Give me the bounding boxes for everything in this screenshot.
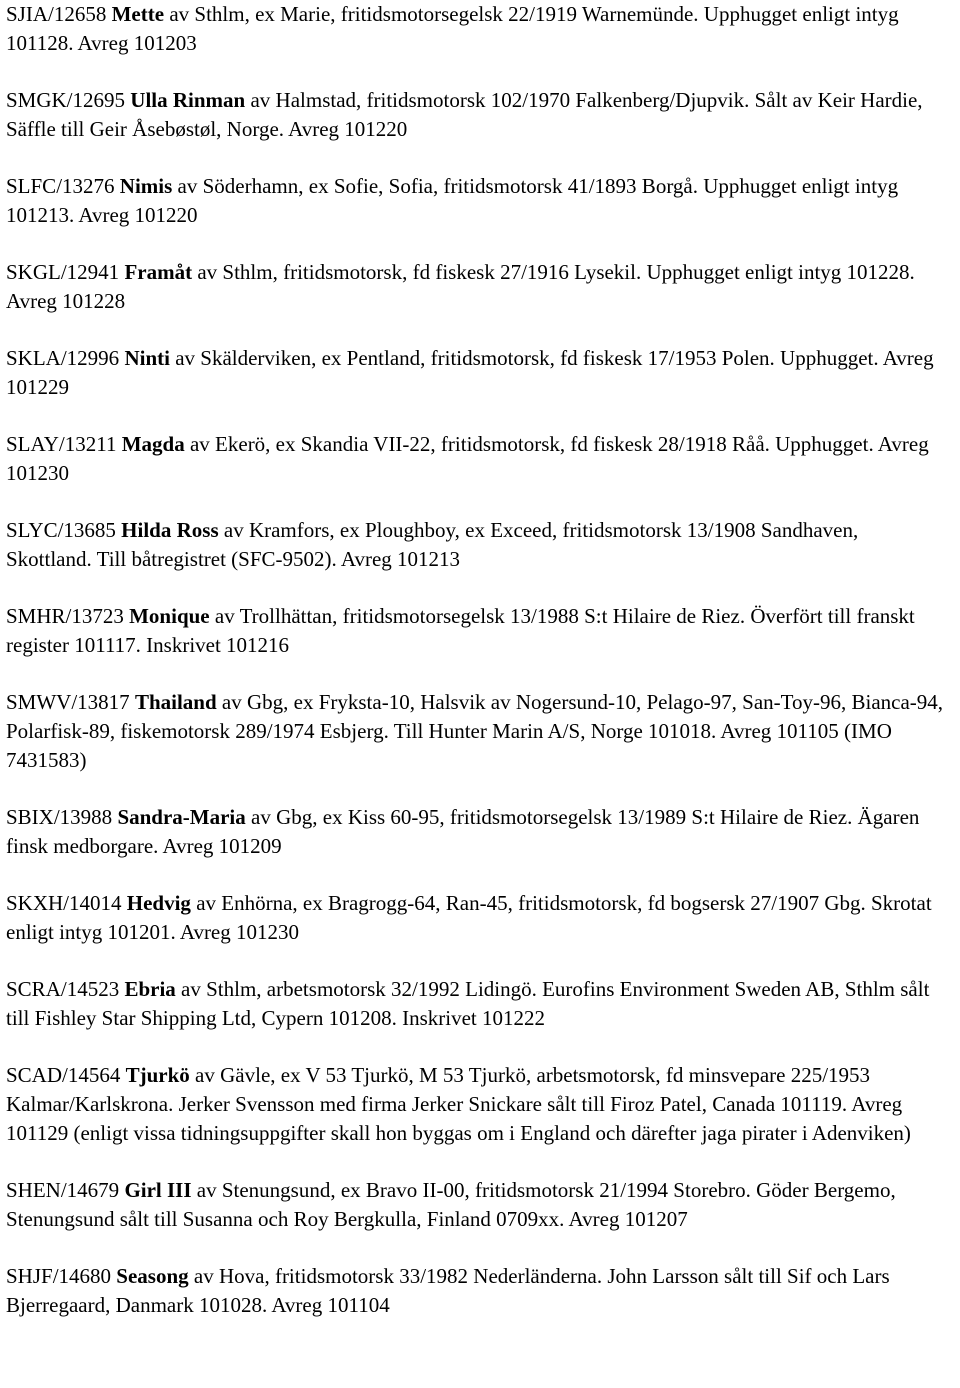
vessel-name: Ulla Rinman bbox=[130, 88, 246, 112]
vessel-name: Magda bbox=[121, 432, 185, 456]
entry-text: av Enhörna, ex Bragrogg-64, Ran-45, fritidsmotorsk, fd bogsersk 27/1907 Gbg. Skrotat enligt intyg 101201. Avreg 101230 bbox=[6, 891, 932, 944]
entry-id: SMGK/12695 bbox=[6, 88, 126, 112]
vessel-name: Thailand bbox=[134, 690, 217, 714]
entry-slyc-13685 bbox=[6, 516, 946, 574]
entry-smhr-13723 bbox=[6, 602, 946, 660]
vessel-name: Hilda Ross bbox=[121, 518, 219, 542]
document-page bbox=[6, 0, 946, 1320]
entry-smwv-13817 bbox=[6, 688, 946, 775]
entry-slay-13211 bbox=[6, 430, 946, 488]
vessel-name: Girl III bbox=[124, 1178, 192, 1202]
entry-id: SCRA/14523 bbox=[6, 977, 120, 1001]
entry-text: av Gävle, ex V 53 Tjurkö, M 53 Tjurkö, arbetsmotorsk, fd minsvepare 225/1953 Kalmar/Karlskrona. Jerker Svensson med firma Jerker Snickare sålt till Firoz Patel, Canada 101119. Avreg 101129 (enligt vissa tidningsuppgifter skall hon byggas om i England och därefter jaga pirater i Adenviken) bbox=[6, 1063, 911, 1145]
vessel-name: Seasong bbox=[116, 1264, 189, 1288]
entry-id: SBIX/13988 bbox=[6, 805, 113, 829]
entry-sbix-13988 bbox=[6, 803, 946, 861]
vessel-name: Ninti bbox=[124, 346, 170, 370]
entry-id: SHEN/14679 bbox=[6, 1178, 120, 1202]
vessel-name: Hedvig bbox=[126, 891, 191, 915]
entry-text: av Ekerö, ex Skandia VII-22, fritidsmotorsk, fd fiskesk 28/1918 Råå. Upphugget. Avreg 101230 bbox=[6, 432, 929, 485]
vessel-name: Monique bbox=[129, 604, 210, 628]
entry-shjf-14680 bbox=[6, 1262, 946, 1320]
entry-text: av Sthlm, fritidsmotorsk, fd fiskesk 27/1916 Lysekil. Upphugget enligt intyg 101228. Avreg 101228 bbox=[6, 260, 915, 313]
entry-text: av Sthlm, arbetsmotorsk 32/1992 Lidingö. Eurofins Environment Sweden AB, Sthlm sålt till Fishley Star Shipping Ltd, Cypern 101208. Inskrivet 101222 bbox=[6, 977, 930, 1030]
vessel-name: Sandra-Maria bbox=[117, 805, 246, 829]
entry-id: SCAD/14564 bbox=[6, 1063, 121, 1087]
entry-id: SLFC/13276 bbox=[6, 174, 115, 198]
entry-text: av Halmstad, fritidsmotorsk 102/1970 Falkenberg/Djupvik. Sålt av Keir Hardie, Säffle till Geir Åsebøstøl, Norge. Avreg 101220 bbox=[6, 88, 923, 141]
vessel-name: Framåt bbox=[124, 260, 193, 284]
entry-id: SLYC/13685 bbox=[6, 518, 116, 542]
entry-text: av Skälderviken, ex Pentland, fritidsmotorsk, fd fiskesk 17/1953 Polen. Upphugget. Avreg 101229 bbox=[6, 346, 934, 399]
entry-id: SJIA/12658 bbox=[6, 2, 107, 26]
entry-shen-14679 bbox=[6, 1176, 946, 1234]
entry-text: av Stenungsund, ex Bravo II-00, fritidsmotorsk 21/1994 Storebro. Göder Bergemo, Stenungsund sålt till Susanna och Roy Bergkulla, Finland 0709xx. Avreg 101207 bbox=[6, 1178, 896, 1231]
entry-text: av Trollhättan, fritidsmotorsegelsk 13/1988 S:t Hilaire de Riez. Överfört till franskt register 101117. Inskrivet 101216 bbox=[6, 604, 915, 657]
entry-id: SKGL/12941 bbox=[6, 260, 120, 284]
entry-text: av Sthlm, ex Marie, fritidsmotorsegelsk 22/1919 Warnemünde. Upphugget enligt intyg 101128. Avreg 101203 bbox=[6, 2, 899, 55]
entry-text: av Söderhamn, ex Sofie, Sofia, fritidsmotorsk 41/1893 Borgå. Upphugget enligt intyg 101213. Avreg 101220 bbox=[6, 174, 899, 227]
entry-scad-14564 bbox=[6, 1061, 946, 1148]
entry-id: SMHR/13723 bbox=[6, 604, 124, 628]
vessel-name: Nimis bbox=[119, 174, 173, 198]
entry-text: av Gbg, ex Kiss 60-95, fritidsmotorsegelsk 13/1989 S:t Hilaire de Riez. Ägaren finsk medborgare. Avreg 101209 bbox=[6, 805, 920, 858]
entry-scra-14523 bbox=[6, 975, 946, 1033]
entry-skla-12996 bbox=[6, 344, 946, 402]
vessel-name: Ebria bbox=[124, 977, 176, 1001]
vessel-name: Mette bbox=[111, 2, 165, 26]
entry-skxh-14014 bbox=[6, 889, 946, 947]
entry-skgl-12941 bbox=[6, 258, 946, 316]
entry-smgk-12695 bbox=[6, 86, 946, 144]
entry-text: av Kramfors, ex Ploughboy, ex Exceed, fritidsmotorsk 13/1908 Sandhaven, Skottland. Till båtregistret (SFC-9502). Avreg 101213 bbox=[6, 518, 859, 571]
entry-text: av Gbg, ex Fryksta-10, Halsvik av Nogersund-10, Pelago-97, San-Toy-96, Bianca-94, Polarfisk-89, fiskemotorsk 289/1974 Esbjerg. Till Hunter Marin A/S, Norge 101018. Avreg 101105 (IMO 7431583) bbox=[6, 690, 944, 772]
entry-id: SMWV/13817 bbox=[6, 690, 130, 714]
entry-sjia-12658 bbox=[6, 0, 946, 58]
vessel-name: Tjurkö bbox=[125, 1063, 190, 1087]
entry-id: SHJF/14680 bbox=[6, 1264, 112, 1288]
entry-text: av Hova, fritidsmotorsk 33/1982 Nederländerna. John Larsson sålt till Sif och Lars Bjerregaard, Danmark 101028. Avreg 101104 bbox=[6, 1264, 890, 1317]
entry-id: SKLA/12996 bbox=[6, 346, 120, 370]
entry-id: SKXH/14014 bbox=[6, 891, 122, 915]
entry-slfc-13276 bbox=[6, 172, 946, 230]
entry-id: SLAY/13211 bbox=[6, 432, 117, 456]
